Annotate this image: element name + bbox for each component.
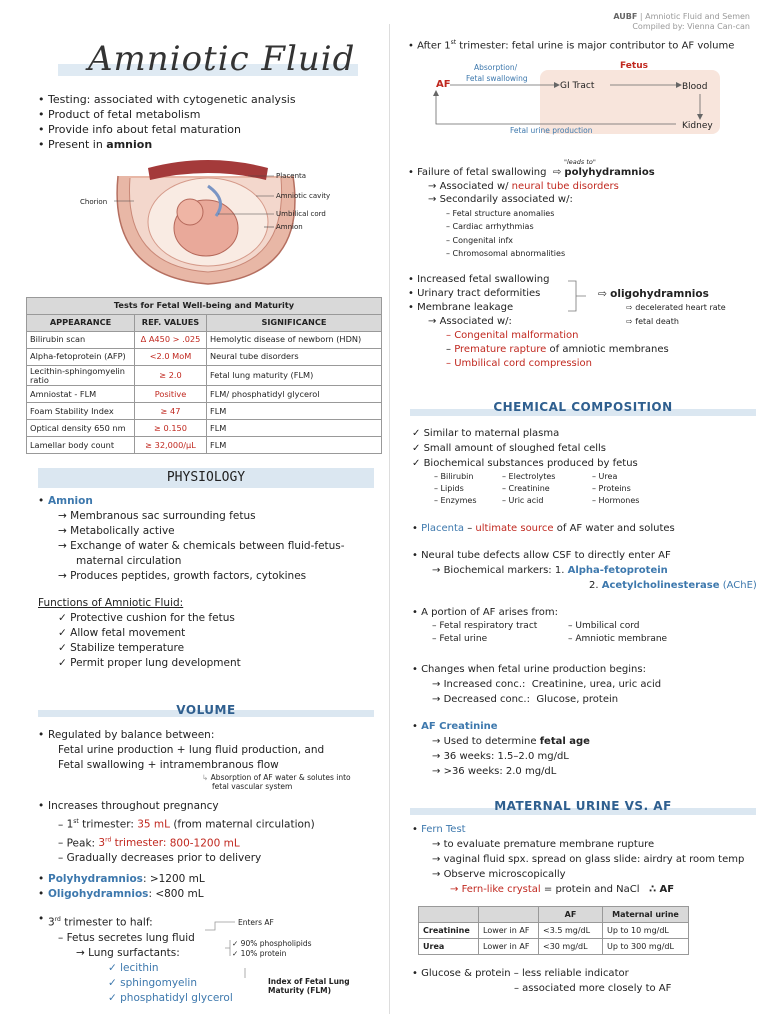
label-amnion: Amnion — [276, 223, 303, 231]
secondary-item: – Fetal structure anomalies — [408, 207, 758, 221]
regulated-text: • Regulated by balance between: — [38, 728, 383, 743]
decelerated-heart: ⇨ decelerated heart rate — [626, 303, 726, 312]
urinary-tract: • Urinary tract deformities — [408, 288, 541, 299]
oligo-bracket — [566, 279, 596, 319]
changes-text: • Changes when fetal urine production begins: — [412, 664, 646, 675]
chem-point: ✓ Biochemical substances produced by fetus — [412, 456, 757, 471]
maternal-af-table — [418, 906, 689, 955]
maternal-heading: MATERNAL URINE VS. AF — [494, 799, 672, 813]
amnion-point: → Metabolically active — [38, 524, 345, 539]
label-swallowing: Fetal swallowing — [466, 74, 528, 83]
table-row: Lecithin-sphingomyelin ratio ≥ 2.0 Fetal lung maturity (FLM) — [27, 366, 382, 386]
physiology-section — [38, 494, 345, 671]
page-header: AUBF | Amniotic Fluid and Semen Compiled by: Vienna Can-can — [613, 12, 750, 31]
column-header: SIGNIFICANCE — [207, 315, 382, 332]
label-absorption: Absorption/ — [474, 63, 518, 72]
enters-af-note: Enters AF — [238, 918, 274, 927]
pct-protein: ✓ 10% protein — [232, 949, 286, 959]
table-row: Bilirubin scan Δ A450 > .025 Hemolytic disease of newborn (HDN) — [27, 332, 382, 349]
label-kidney: Kidney — [682, 121, 713, 131]
column-header: APPEARANCE — [27, 315, 135, 332]
oligo-assoc: – Umbilical cord compression — [408, 357, 758, 371]
absorption-note: ↳ Absorption of AF water & solutes into fetal vascular system — [202, 773, 351, 791]
intro-item: • Testing: associated with cytogenetic analysis — [38, 92, 296, 107]
compiled-by: Compiled by: Vienna Can-can — [632, 21, 750, 31]
amniotic-sac-diagram — [78, 156, 358, 288]
volume-line: Fetal swallowing + intramembranous flow — [58, 759, 279, 771]
biomarker-2: 2. Acetylcholinesterase (AChE) — [589, 580, 757, 591]
assoc-ntd: → Associated w/ neural tube disorders — [408, 180, 758, 194]
label-urine-production: Fetal urine production — [510, 126, 593, 135]
af-creatinine: • AF Creatinine — [412, 721, 498, 732]
after-first-trimester: • After 1st trimester: fetal urine is major contributor to AF volume — [408, 39, 735, 52]
amnion-point-cont: maternal circulation — [76, 555, 182, 567]
label-chorion: Chorion — [80, 198, 108, 206]
fetal-age-use: → Used to determine fetal age — [412, 734, 757, 749]
third-trimester: • 3rd trimester to half: — [38, 912, 383, 931]
lung-surfactants: → Lung surfactants: — [38, 946, 383, 961]
glucose-note: • Glucose & protein – less reliable indicator – associated more closely to AF — [412, 968, 672, 994]
column-header: Maternal urine — [603, 907, 689, 923]
secondarily-text: → Secondarily associated w/: — [408, 193, 758, 207]
secondary-item: – Chromosomal abnormalities — [408, 247, 758, 261]
tests-table — [26, 297, 382, 454]
secondary-item: – Congenital infx — [408, 234, 758, 248]
pct-phospholipids: ✓ 90% phospholipids — [232, 939, 312, 949]
column-header: AF — [539, 907, 603, 923]
intro-item: • Present in amnion — [38, 137, 296, 152]
amnion-point: → Produces peptides, growth factors, cytokines — [38, 569, 345, 584]
oligohydramnios-value: • Oligohydramnios: <800 mL — [38, 887, 383, 902]
surfactant-item: ✓ lecithin — [38, 961, 383, 976]
label-amniotic-cavity: Amniotic cavity — [276, 192, 331, 200]
label-af: AF — [436, 79, 451, 90]
chem-point: ✓ Similar to maternal plasma — [412, 426, 757, 441]
label-fetus: Fetus — [620, 61, 648, 71]
portion-text: • A portion of AF arises from: — [412, 607, 559, 618]
membrane-leakage: • Membrane leakage — [408, 302, 514, 313]
amnion-point: → Exchange of water & chemicals between fluid-fetus- — [38, 539, 345, 554]
label-placenta: Placenta — [276, 172, 307, 180]
course-label: AUBF — [613, 12, 638, 21]
table-row: Creatinine Lower in AF <3.5 mg/dL Up to 10 mg/dL — [419, 923, 689, 939]
intro-item: • Product of fetal metabolism — [38, 107, 296, 122]
increases-text: • Increases throughout pregnancy — [38, 799, 383, 814]
leads-to-note: "leads to" — [564, 158, 596, 166]
oligohydramnios-result: ⇨ oligohydramnios — [598, 288, 709, 300]
label-gi-tract: GI Tract — [560, 81, 595, 91]
first-trimester: – 1st trimester: 35 mL (from maternal circulation) — [38, 814, 383, 833]
function-item: ✓ Stabilize temperature — [38, 641, 345, 656]
af-flow-diagram — [420, 54, 750, 144]
column-header: REF. VALUES — [135, 315, 207, 332]
chem-point: ✓ Small amount of sloughed fetal cells — [412, 441, 757, 456]
fern-point: → Observe microscopically — [412, 867, 762, 882]
table-row: Amniostat - FLM Positive FLM/ phosphatidyl glycerol — [27, 386, 382, 403]
intro-list — [38, 92, 296, 152]
portion-grid: – Fetal respiratory tract– Umbilical cord – Fetal urine– Amniotic membrane — [412, 620, 757, 646]
fern-crystal: → Fern-like crystal = protein and NaCl ∴ AF — [450, 884, 675, 895]
secondary-item: – Cardiac arrhythmias — [408, 220, 758, 234]
surfactant-item: ✓ phosphatidyl glycerol — [38, 991, 383, 1006]
table-row: Optical density 650 nm ≥ 0.150 FLM — [27, 420, 382, 437]
table-row: Alpha-fetoprotein (AFP) <2.0 MoM Neural tube disorders — [27, 349, 382, 366]
ntd-text: • Neural tube defects allow CSF to directly enter AF — [412, 550, 671, 561]
oligo-assoc: – Congenital malformation — [408, 329, 758, 343]
fern-point: → to evaluate premature membrane rupture — [412, 837, 762, 852]
placenta-source: • Placenta – ultimate source of AF water and solutes — [412, 523, 675, 534]
polyhydramnios-value: • Polyhydramnios: >1200 mL — [38, 872, 383, 887]
polyhydramnios-section — [408, 158, 758, 261]
substance-grid: – Bilirubin– Electrolytes– Urea – Lipids– Creatinine– Proteins – Enzymes– Uric acid– Hormones — [412, 471, 757, 507]
function-item: ✓ Protective cushion for the fetus — [38, 611, 345, 626]
functions-title: Functions of Amniotic Fluid: — [38, 597, 184, 609]
creatinine-36wk: → 36 weeks: 1.5–2.0 mg/dL — [412, 749, 757, 764]
intro-item: • Provide info about fetal maturation — [38, 122, 296, 137]
chem-heading: CHEMICAL COMPOSITION — [493, 400, 673, 414]
increased-conc: → Increased conc.: Creatinine, urea, uric acid — [412, 677, 757, 692]
amnion-label: Amnion — [48, 495, 93, 507]
chem-section — [412, 426, 757, 779]
label-umbilical-cord: Umbilical cord — [276, 210, 326, 218]
column-divider — [389, 24, 390, 1014]
lung-fluid: – Fetus secretes lung fluid — [38, 931, 383, 946]
increased-swallowing: • Increased fetal swallowing — [408, 274, 550, 285]
label-blood: Blood — [682, 82, 708, 92]
biomarkers: → Biochemical markers: 1. Alpha-fetoprotein — [412, 563, 757, 578]
fern-point: → vaginal fluid spx. spread on glass slide: airdry at room temp — [412, 852, 762, 867]
decreases-text: – Gradually decreases prior to delivery — [38, 851, 383, 866]
fern-test: • Fern Test — [412, 824, 466, 835]
volume-line: Fetal urine production + lung fluid production, and — [58, 744, 325, 756]
table-row: Urea Lower in AF <30 mg/dL Up to 300 mg/dL — [419, 939, 689, 955]
topic-label: Amniotic Fluid and Semen — [645, 12, 750, 21]
decreased-conc: → Decreased conc.: Glucose, protein — [412, 692, 757, 707]
maternal-section — [412, 822, 762, 897]
table-row: Lamellar body count ≥ 32,000/µL FLM — [27, 437, 382, 454]
surfactant-item: ✓ sphingomyelin — [38, 976, 383, 991]
tests-table-title: Tests for Fetal Well-being and Maturity — [27, 298, 382, 315]
table-row: Foam Stability Index ≥ 47 FLM — [27, 403, 382, 420]
amnion-point: → Membranous sac surrounding fetus — [38, 509, 345, 524]
physiology-heading: PHYSIOLOGY — [38, 468, 374, 488]
volume-heading: VOLUME — [176, 703, 236, 717]
creatinine-36wk-plus: → >36 weeks: 2.0 mg/dL — [412, 764, 757, 779]
failure-swallowing: • Failure of fetal swallowing ⇨ polyhydramnios — [408, 167, 655, 178]
function-item: ✓ Allow fetal movement — [38, 626, 345, 641]
fetal-death: ⇨ fetal death — [626, 317, 679, 326]
peak-volume: – Peak: 3rd trimester: 800-1200 mL — [38, 833, 383, 852]
assoc-w: → Associated w/: — [408, 315, 758, 329]
flm-index-note: Index of Fetal Lung Maturity (FLM) — [268, 977, 350, 995]
function-item: ✓ Permit proper lung development — [38, 656, 345, 671]
oligo-assoc: – Premature rapture of amniotic membranes — [408, 343, 758, 357]
page-title: Amniotic Fluid — [88, 39, 356, 79]
